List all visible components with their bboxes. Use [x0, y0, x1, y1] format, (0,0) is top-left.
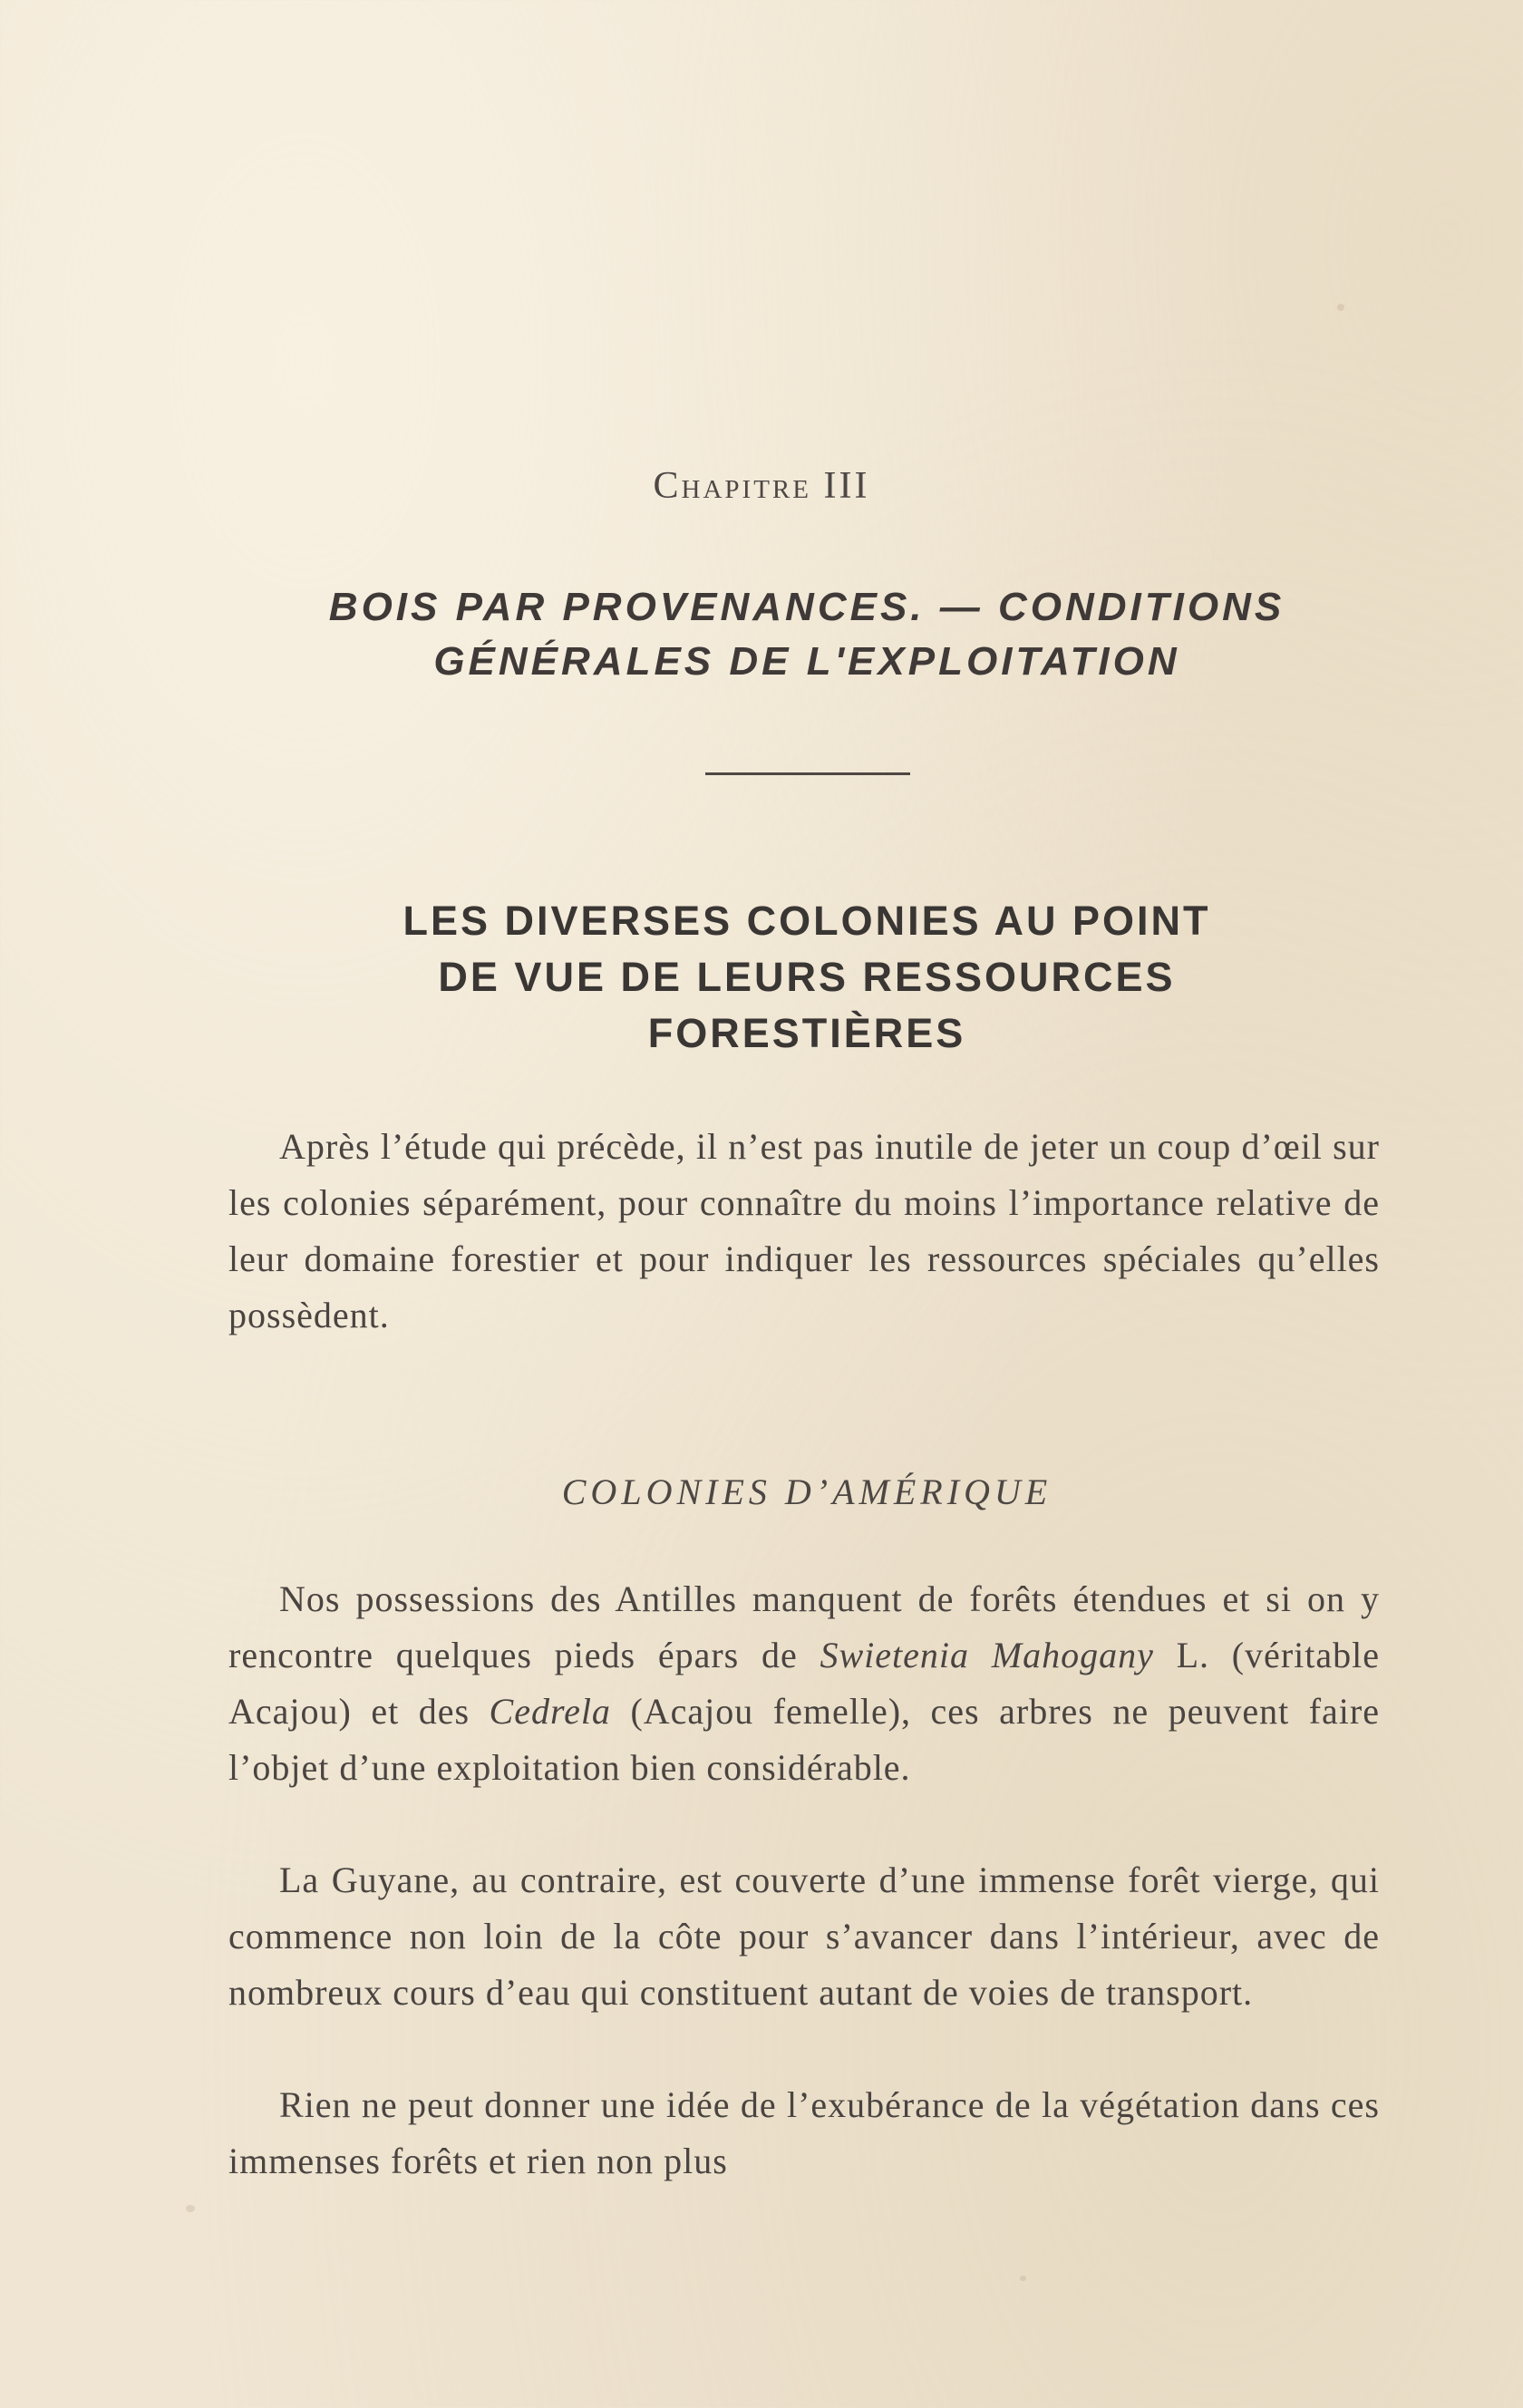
paragraph-guyane — [228, 1852, 1380, 2021]
intro-paragraph-text: Après l’étude qui précède, il n’est pas inutile de jeter un coup d’œil sur les colonies séparément, pour connaître du moins l’importance relative de leur domaine forestier et pour indiquer les ressources spéciales qu’elles possèdent. — [228, 1126, 1380, 1335]
chapter-title — [0, 580, 1523, 689]
chapter-title-line: BOIS PAR PROVENANCES. — CONDITIONS — [328, 585, 1285, 629]
genus-name: Cedrela — [489, 1691, 611, 1732]
species-name: Swietenia Mahogany — [820, 1635, 1154, 1675]
chapter-numeral: III — [823, 465, 870, 507]
paper-speck — [186, 2205, 195, 2212]
paragraph-vegetation — [228, 2077, 1380, 2190]
chapter-label-prefix: Chapitre — [653, 465, 811, 507]
paragraph-antilles — [228, 1571, 1380, 1796]
section-title-line: LES DIVERSES COLONIES AU POINT — [403, 898, 1211, 944]
section-title-line: DE VUE DE LEURS RESSOURCES — [438, 954, 1176, 1000]
paragraph-text: (Acajou femelle), ces arbres ne peuvent faire l’objet d’une exploitation bien considérable. — [228, 1691, 1380, 1788]
subsection-heading: COLONIES D’AMÉRIQUE — [561, 1471, 1053, 1512]
paragraph-text: La Guyane, au contraire, est couverte d’une immense forêt vierge, qui commence non loin de la côte pour s’avancer dans l’intérieur, avec de nombreux cours d’eau qui constituent autant de voies de transport. — [228, 1859, 1380, 2013]
paragraph-text: L. (véritable Acajou) et des — [228, 1635, 1380, 1732]
paper-speck — [1020, 2276, 1026, 2281]
section-title — [0, 893, 1523, 1062]
paper-speck — [1337, 304, 1344, 311]
paragraph-text: Nos possessions des Antilles manquent de forêts étendues et si on y rencontre quelques pieds épars de — [228, 1578, 1380, 1675]
intro-paragraph — [228, 1119, 1380, 1344]
horizontal-rule — [705, 772, 910, 775]
chapter-title-line: GÉNÉRALES DE L'EXPLOITATION — [433, 639, 1180, 684]
paragraph-text: Rien ne peut donner une idée de l’exubérance de la végétation dans ces immenses forêts et rien non plus — [228, 2084, 1380, 2181]
chapter-label — [0, 464, 1523, 508]
section-title-line: FORESTIÈRES — [647, 1010, 966, 1056]
